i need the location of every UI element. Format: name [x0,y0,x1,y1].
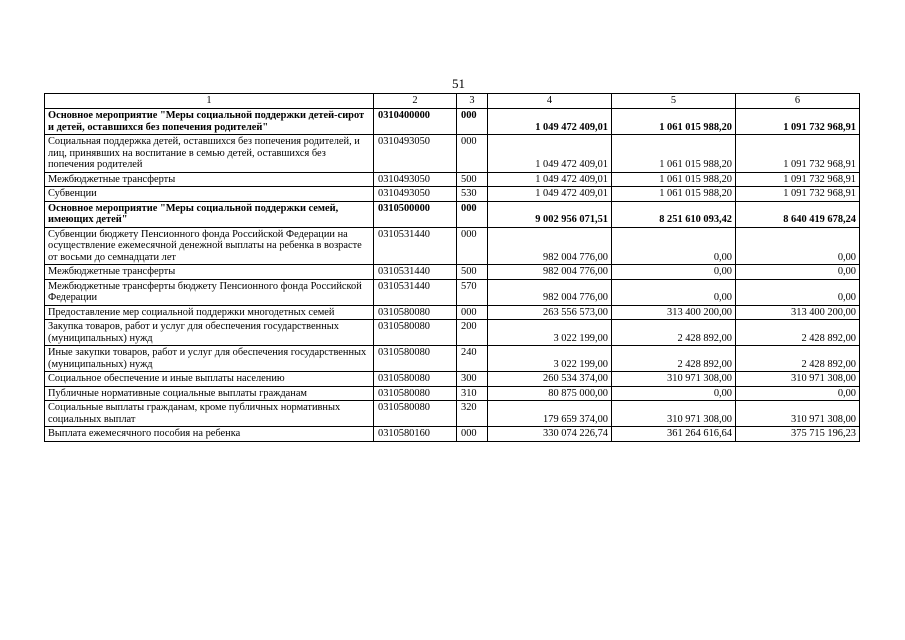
row-code-cell: 0310580080 [374,401,457,427]
row-kvr-cell: 240 [457,346,488,372]
row-value-col6: 313 400 200,00 [736,305,860,320]
header-cell: 1 [45,94,374,109]
row-name-cell: Иные закупки товаров, работ и услуг для обеспечения государственных (муниципальных) нужд [45,346,374,372]
row-value-col4: 1 049 472 409,01 [488,187,612,202]
row-value-col6: 1 091 732 968,91 [736,172,860,187]
row-value-col4: 1 049 472 409,01 [488,172,612,187]
page-number: 51 [452,76,465,91]
row-value-col6: 0,00 [736,279,860,305]
row-name-cell: Субвенции бюджету Пенсионного фонда Российской Федерации на осуществление ежемесячной денежной выплаты на ребенка в возрасте от восьми до семнадцати лет [45,227,374,265]
row-value-col4: 982 004 776,00 [488,227,612,265]
row-value-col6: 1 091 732 968,91 [736,135,860,173]
row-kvr-cell: 000 [457,305,488,320]
row-kvr-cell: 000 [457,227,488,265]
row-value-col4: 3 022 199,00 [488,346,612,372]
row-value-col5: 2 428 892,00 [612,346,736,372]
table-row [45,227,860,265]
table-row [45,305,860,320]
row-value-col6: 310 971 308,00 [736,372,860,387]
row-value-col4: 982 004 776,00 [488,279,612,305]
row-name-cell: Публичные нормативные социальные выплаты гражданам [45,386,374,401]
row-value-col6: 1 091 732 968,91 [736,187,860,202]
row-name-cell: Закупка товаров, работ и услуг для обеспечения государственных (муниципальных) нужд [45,320,374,346]
row-kvr-cell: 500 [457,265,488,280]
row-value-col6: 2 428 892,00 [736,346,860,372]
row-code-cell: 0310580080 [374,346,457,372]
row-kvr-cell: 500 [457,172,488,187]
row-name-cell: Субвенции [45,187,374,202]
row-value-col4: 1 049 472 409,01 [488,135,612,173]
row-kvr-cell: 000 [457,201,488,227]
row-code-cell: 0310580080 [374,372,457,387]
row-value-col5: 0,00 [612,386,736,401]
row-value-col4: 263 556 573,00 [488,305,612,320]
row-code-cell: 0310580080 [374,386,457,401]
row-value-col4: 179 659 374,00 [488,401,612,427]
row-code-cell: 0310493050 [374,172,457,187]
row-value-col4: 260 534 374,00 [488,372,612,387]
header-cell: 3 [457,94,488,109]
row-value-col5: 0,00 [612,279,736,305]
header-cell: 4 [488,94,612,109]
row-kvr-cell: 300 [457,372,488,387]
table-row [45,386,860,401]
table-row [45,320,860,346]
row-value-col5: 8 251 610 093,42 [612,201,736,227]
row-value-col5: 2 428 892,00 [612,320,736,346]
row-code-cell: 0310580080 [374,305,457,320]
table-row [45,427,860,442]
table-row [45,372,860,387]
row-value-col4: 80 875 000,00 [488,386,612,401]
header-cell: 6 [736,94,860,109]
row-name-cell: Межбюджетные трансферты [45,172,374,187]
row-value-col4: 982 004 776,00 [488,265,612,280]
row-value-col6: 2 428 892,00 [736,320,860,346]
row-value-col4: 9 002 956 071,51 [488,201,612,227]
row-value-col6: 375 715 196,23 [736,427,860,442]
row-value-col5: 1 061 015 988,20 [612,109,736,135]
row-value-col5: 1 061 015 988,20 [612,187,736,202]
budget-table [44,93,860,442]
table-row [45,135,860,173]
row-name-cell: Межбюджетные трансферты бюджету Пенсионного фонда Российской Федерации [45,279,374,305]
row-value-col5: 361 264 616,64 [612,427,736,442]
table-row [45,401,860,427]
row-value-col5: 0,00 [612,265,736,280]
table-row [45,346,860,372]
row-kvr-cell: 200 [457,320,488,346]
row-name-cell: Предоставление мер социальной поддержки многодетных семей [45,305,374,320]
row-value-col6: 0,00 [736,265,860,280]
row-value-col6: 8 640 419 678,24 [736,201,860,227]
row-code-cell: 0310531440 [374,279,457,305]
row-kvr-cell: 000 [457,135,488,173]
table-row [45,201,860,227]
row-value-col4: 3 022 199,00 [488,320,612,346]
table-row [45,265,860,280]
table-row [45,187,860,202]
row-code-cell: 0310493050 [374,187,457,202]
row-kvr-cell: 310 [457,386,488,401]
row-kvr-cell: 320 [457,401,488,427]
row-kvr-cell: 000 [457,109,488,135]
row-value-col5: 313 400 200,00 [612,305,736,320]
row-code-cell: 0310400000 [374,109,457,135]
row-code-cell: 0310500000 [374,201,457,227]
row-kvr-cell: 570 [457,279,488,305]
table-row [45,172,860,187]
header-cell: 2 [374,94,457,109]
row-value-col5: 310 971 308,00 [612,401,736,427]
row-value-col6: 0,00 [736,227,860,265]
header-cell: 5 [612,94,736,109]
row-value-col4: 1 049 472 409,01 [488,109,612,135]
table-row [45,109,860,135]
row-value-col5: 1 061 015 988,20 [612,172,736,187]
row-value-col4: 330 074 226,74 [488,427,612,442]
row-value-col6: 1 091 732 968,91 [736,109,860,135]
row-name-cell: Основное мероприятие "Меры социальной поддержки детей-сирот и детей, оставшихся без попечения родителей" [45,109,374,135]
row-code-cell: 0310531440 [374,227,457,265]
row-name-cell: Социальное обеспечение и иные выплаты населению [45,372,374,387]
row-name-cell: Выплата ежемесячного пособия на ребенка [45,427,374,442]
row-name-cell: Социальная поддержка детей, оставшихся без попечения родителей, и лиц, принявших на воспитание в семью детей, оставшихся без попечения родителей [45,135,374,173]
row-kvr-cell: 000 [457,427,488,442]
row-name-cell: Основное мероприятие "Меры социальной поддержки семей, имеющих детей" [45,201,374,227]
row-value-col6: 0,00 [736,386,860,401]
row-value-col5: 0,00 [612,227,736,265]
row-code-cell: 0310580080 [374,320,457,346]
row-code-cell: 0310580160 [374,427,457,442]
row-code-cell: 0310493050 [374,135,457,173]
row-name-cell: Межбюджетные трансферты [45,265,374,280]
row-value-col5: 1 061 015 988,20 [612,135,736,173]
table-row [45,279,860,305]
row-value-col5: 310 971 308,00 [612,372,736,387]
table-header-row [45,94,860,109]
row-name-cell: Социальные выплаты гражданам, кроме публичных нормативных социальных выплат [45,401,374,427]
row-code-cell: 0310531440 [374,265,457,280]
row-value-col6: 310 971 308,00 [736,401,860,427]
row-kvr-cell: 530 [457,187,488,202]
